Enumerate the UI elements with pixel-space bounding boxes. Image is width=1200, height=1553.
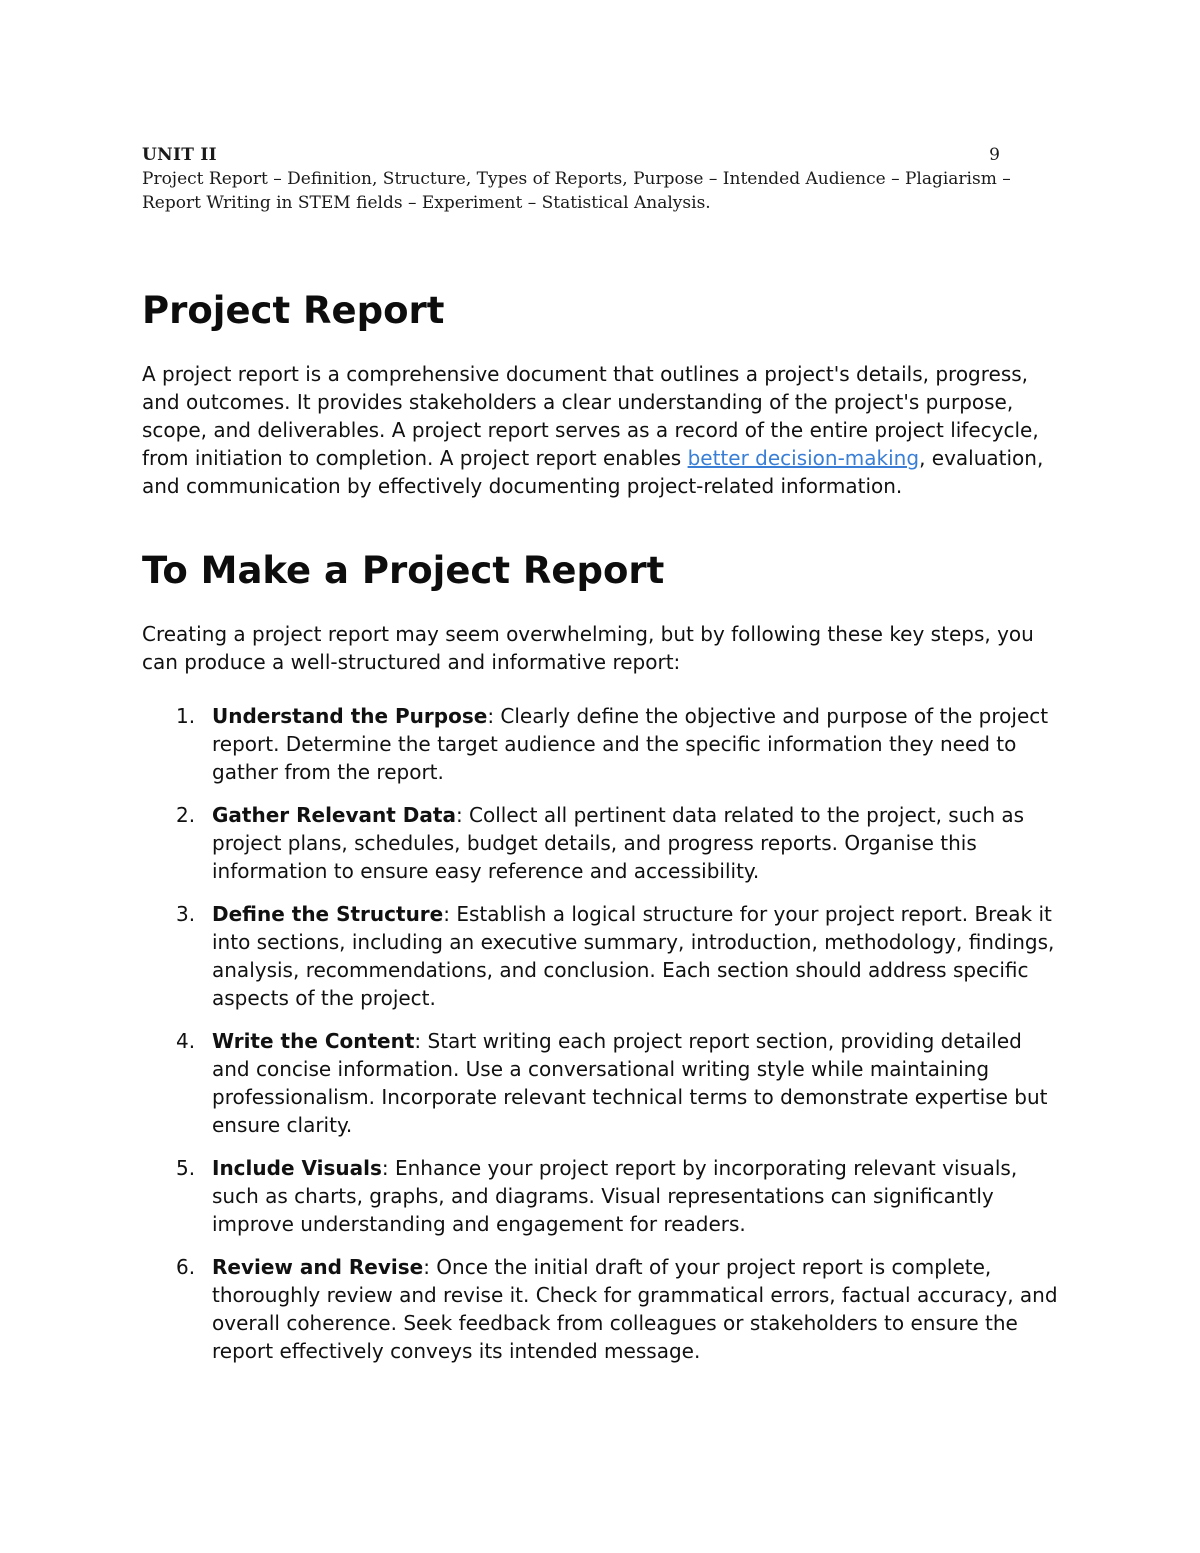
step-title: Gather Relevant Data	[212, 803, 456, 827]
step-number: 4.	[176, 1029, 196, 1053]
step-number: 6.	[176, 1255, 196, 1279]
list-item	[142, 900, 1062, 1012]
unit-title: UNIT II	[142, 145, 217, 165]
step-number: 5.	[176, 1156, 196, 1180]
steps-list	[142, 702, 1062, 1365]
step-text: : Start writing each project report section, providing detailed and concise information. Use a conversational writing style while maintaining professionalism. Incorporate relevant technical terms to demonstrate expertise but ensure clarity.	[212, 1029, 1048, 1137]
step-text: : Collect all pertinent data related to the project, such as project plans, schedules, budget details, and progress reports. Organise this information to ensure easy reference and accessibility.	[212, 803, 1025, 883]
list-item	[142, 1253, 1062, 1365]
step-title: Understand the Purpose	[212, 704, 488, 728]
step-number: 1.	[176, 704, 196, 728]
page-number: 9	[989, 145, 1000, 165]
paragraph-text-before-link: A project report is a comprehensive document that outlines a project's details, progress, and outcomes. It provides stakeholders a clear understanding of the project's purpose, scope, and deliverables. A project report serves as a record of the entire project lifecycle, from initiation to completion. A project report enables	[142, 362, 1039, 470]
document-content	[142, 288, 1062, 1380]
paragraph-text-after-link: , evaluation, and communication by effectively documenting project-related information.	[142, 446, 1044, 498]
step-text: : Clearly define the objective and purpose of the project report. Determine the target audience and the specific information they need to gather from the report.	[212, 704, 1049, 784]
step-number: 2.	[176, 803, 196, 827]
unit-header	[142, 143, 1011, 215]
step-title: Review and Revise	[212, 1255, 424, 1279]
step-text: : Establish a logical structure for your project report. Break it into sections, including an executive summary, introduction, methodology, findings, analysis, recommendations, and conclusion. Each section should address specific aspects of the project.	[212, 902, 1055, 1010]
section-heading-make-report: To Make a Project Report	[142, 549, 665, 592]
step-number: 3.	[176, 902, 196, 926]
list-item	[142, 702, 1062, 786]
step-text: : Once the initial draft of your project report is complete, thoroughly review and revise it. Check for grammatical errors, factual accuracy, and overall coherence. Seek feedback from colleagues or stakeholders to ensure the report effectively conveys its intended message.	[212, 1255, 1058, 1363]
list-item	[142, 801, 1062, 885]
list-item	[142, 1154, 1062, 1238]
step-text: : Enhance your project report by incorporating relevant visuals, such as charts, graphs, and diagrams. Visual representations can significantly improve understanding and engagement for readers.	[212, 1156, 1018, 1236]
list-item	[142, 1027, 1062, 1139]
step-title: Include Visuals	[212, 1156, 382, 1180]
better-decision-making-link[interactable]: better decision-making	[687, 446, 920, 470]
step-title: Define the Structure	[212, 902, 444, 926]
steps-intro-paragraph: Creating a project report may seem overwhelming, but by following these key steps, you can produce a well-structured and informative report:	[142, 622, 1034, 674]
unit-title-row	[142, 143, 1000, 167]
step-title: Write the Content	[212, 1029, 415, 1053]
unit-topics: Project Report – Definition, Structure, Types of Reports, Purpose – Intended Audience – Plagiarism – Report Writing in STEM fields – Experiment – Statistical Analysis.	[142, 169, 1011, 213]
section-heading-project-report: Project Report	[142, 289, 445, 332]
project-report-paragraph	[142, 360, 1047, 500]
